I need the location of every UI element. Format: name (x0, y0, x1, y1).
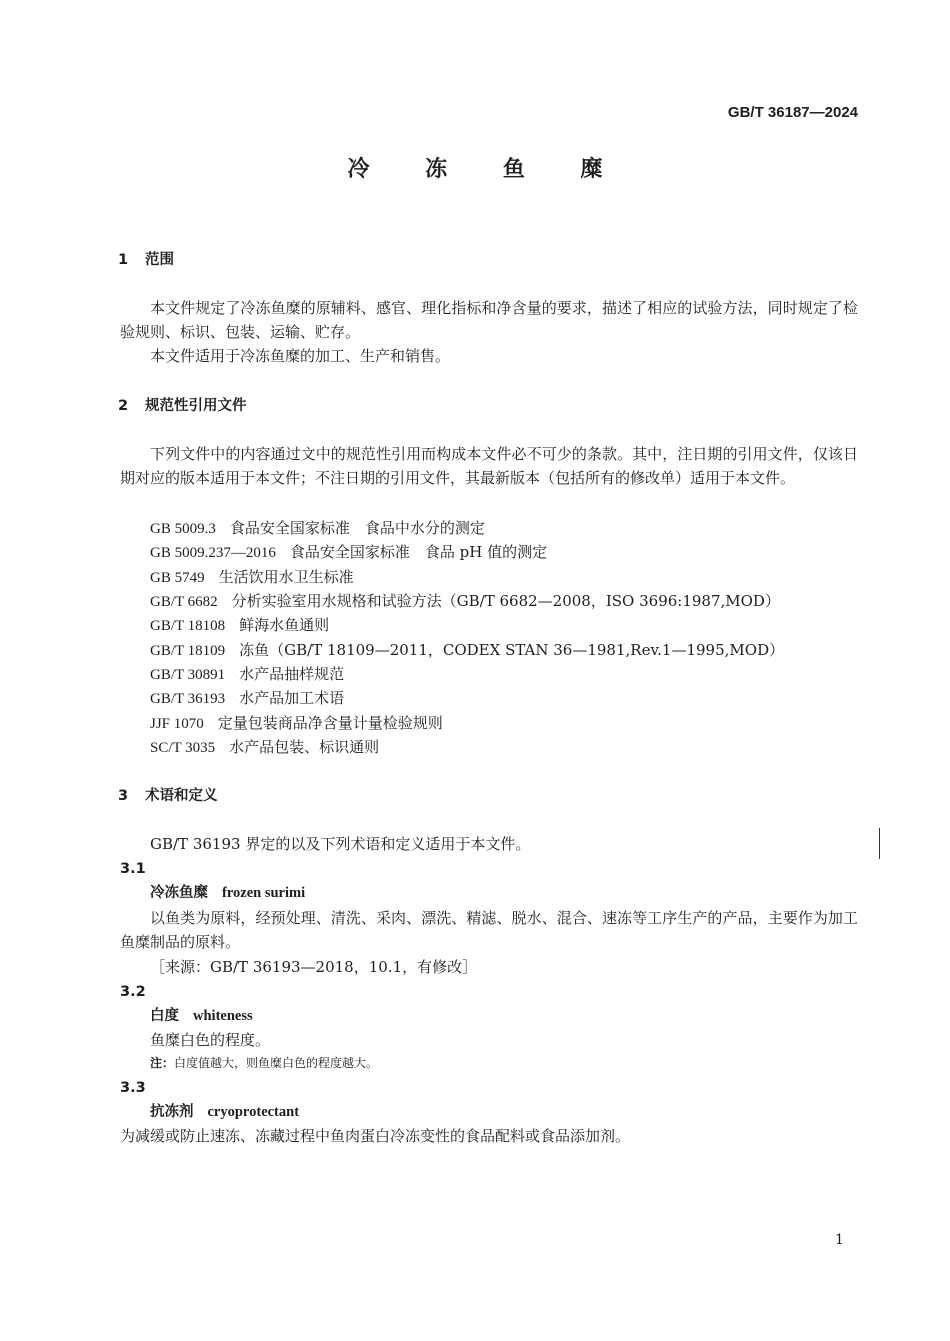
section-title: 规范性引用文件 (145, 398, 247, 414)
reference-item (150, 662, 344, 687)
references-intro: 下列文件中的内容通过文中的规范性引用而构成本文件必不可少的条款。其中，注日期的引用文件，仅该日期对应的版本适用于本文件；不注日期的引用文件，其最新版本（包括所有的修改单）适用于本文件。 (120, 445, 858, 487)
reference-code: GB/T 18108 (150, 618, 226, 634)
section-2-heading (118, 394, 247, 418)
reference-item (150, 589, 780, 614)
reference-item (150, 565, 354, 590)
terms-intro: GB/T 36193 界定的以及下列术语和定义适用于本文件。 (150, 835, 531, 853)
reference-title: 水产品包装、标识通则 (229, 738, 380, 756)
section-3-heading (118, 784, 218, 808)
term-chinese: 白度 (150, 1008, 179, 1024)
section-number: 2 (118, 398, 129, 414)
document-title: 冷 冻 鱼 糜 (347, 157, 627, 182)
section-number: 1 (118, 252, 129, 268)
reference-code: GB/T 6682 (150, 594, 218, 610)
revision-margin-mark (879, 828, 880, 859)
term-heading (150, 1100, 299, 1124)
reference-item (150, 516, 485, 541)
reference-code: GB/T 30891 (150, 667, 226, 683)
term-english: whiteness (193, 1008, 253, 1024)
reference-code: GB 5009.237—2016 (150, 545, 276, 561)
reference-title: 食品安全国家标准 食品中水分的测定 (229, 519, 485, 537)
reference-title: 冻鱼（GB/T 18109—2011，CODEX STAN 36—1981,Rev.1—1995,MOD） (239, 641, 785, 659)
reference-title: 水产品抽样规范 (239, 665, 345, 683)
term-definition: 以鱼类为原料，经预处理、清洗、采肉、漂洗、精滤、脱水、混合、速冻等工序生产的产品，主要作为加工鱼糜制品的原料。 (120, 909, 858, 951)
reference-title: 生活饮用水卫生标准 (218, 568, 354, 586)
reference-title: 定量包装商品净含量计量检验规则 (217, 714, 443, 732)
reference-item (150, 686, 344, 711)
scope-paragraph-2: 本文件适用于冷冻鱼糜的加工、生产和销售。 (150, 347, 451, 365)
reference-code: GB/T 36193 (150, 691, 226, 707)
term-number: 3.2 (120, 984, 146, 1000)
term-definition: 鱼糜白色的程度。 (150, 1031, 271, 1049)
note-label: 注： (150, 1056, 175, 1070)
reference-code: JJF 1070 (150, 716, 204, 732)
reference-code: GB 5749 (150, 570, 205, 586)
term-chinese: 冷冻鱼糜 (150, 885, 208, 901)
term-number: 3.1 (120, 861, 146, 877)
page-number: 1 (835, 1232, 844, 1248)
section-1-heading (118, 248, 174, 272)
reference-item (150, 613, 329, 638)
term-english: frozen surimi (222, 885, 306, 901)
reference-item (150, 735, 379, 760)
term-definition: 为减缓或防止速冻、冻藏过程中鱼肉蛋白冷冻变性的食品配料或食品添加剂。 (120, 1127, 631, 1145)
note-text: 白度值越大，则鱼糜白色的程度越大。 (174, 1056, 379, 1070)
reference-title: 分析实验室用水规格和试验方法（GB/T 6682—2008，ISO 3696:1987,MOD） (231, 592, 780, 610)
term-english: cryoprotectant (207, 1104, 300, 1120)
reference-title: 水产品加工术语 (239, 689, 345, 707)
scope-paragraph-1: 本文件规定了冷冻鱼糜的原辅料、感官、理化指标和净含量的要求，描述了相应的试验方法，同时规定了检验规则、标识、包装、运输、贮存。 (120, 299, 858, 341)
term-number: 3.3 (120, 1080, 146, 1096)
term-heading (150, 1004, 253, 1028)
term-heading (150, 881, 305, 905)
term-note (150, 1051, 378, 1075)
standard-code: GB/T 36187—2024 (727, 104, 858, 121)
reference-title: 鲜海水鱼通则 (239, 616, 330, 634)
section-title: 范围 (145, 252, 174, 268)
reference-code: GB/T 18109 (150, 643, 226, 659)
reference-code: GB 5009.3 (150, 521, 216, 537)
reference-item (150, 540, 547, 565)
reference-code: SC/T 3035 (150, 740, 216, 756)
reference-title: 食品安全国家标准 食品 pH 值的测定 (289, 543, 548, 561)
section-number: 3 (118, 788, 129, 804)
reference-item (150, 711, 443, 736)
term-source: ［来源：GB/T 36193—2018，10.1，有修改］ (150, 958, 478, 976)
reference-item (150, 638, 784, 663)
section-title: 术语和定义 (145, 788, 218, 804)
term-chinese: 抗冻剂 (150, 1104, 194, 1120)
